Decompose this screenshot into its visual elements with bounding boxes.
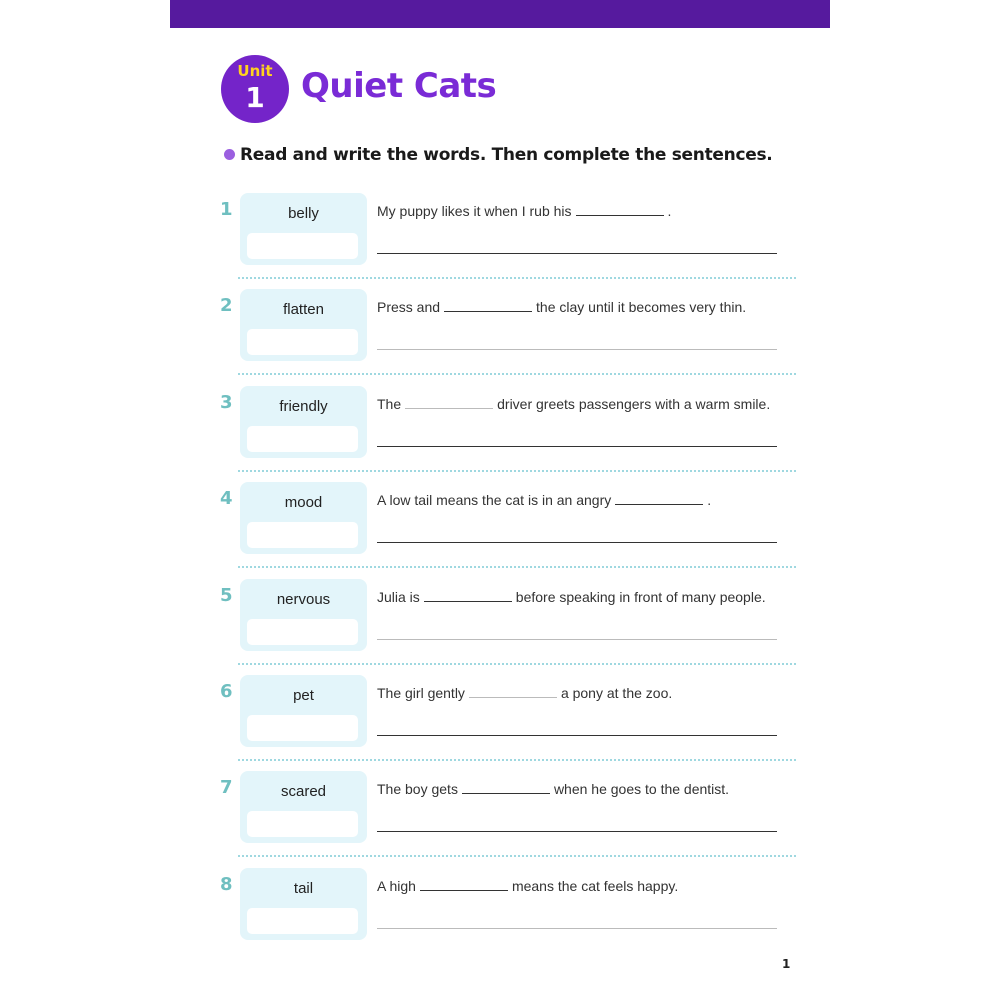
unit-label: Unit (237, 62, 273, 80)
vocab-word: nervous (276, 591, 331, 608)
word-box (240, 482, 367, 554)
sentence-after: . (707, 492, 712, 508)
dotted-separator (238, 759, 796, 761)
word-box (240, 289, 367, 361)
sentence-before: Julia is (377, 589, 420, 605)
word-write-slot[interactable] (247, 329, 358, 355)
sentence-before: The boy gets (377, 781, 458, 797)
item-number: 4 (220, 488, 233, 509)
sentence-before: The girl gently (377, 685, 465, 701)
dotted-separator (238, 566, 796, 568)
word-box (240, 579, 367, 651)
sentence (377, 492, 711, 508)
sentence-blank[interactable] (405, 396, 493, 409)
exercise-item-3 (220, 386, 800, 482)
sentence-after: driver greets passengers with a warm smile. (497, 396, 771, 412)
answer-line[interactable] (377, 735, 777, 736)
unit-number: 1 (245, 81, 265, 114)
sentence-blank[interactable] (462, 781, 550, 794)
item-number: 7 (220, 777, 233, 798)
sentence-after: means the cat feels happy. (511, 878, 679, 894)
vocab-word: tail (293, 880, 314, 897)
sentence-blank[interactable] (469, 685, 557, 698)
item-number: 5 (220, 585, 233, 606)
exercise-item-2 (220, 289, 800, 385)
word-write-slot[interactable] (247, 908, 358, 934)
item-number: 2 (220, 295, 233, 316)
sentence-blank[interactable] (615, 492, 703, 505)
word-box (240, 868, 367, 940)
answer-line[interactable] (377, 639, 777, 640)
answer-line[interactable] (377, 928, 777, 929)
worksheet-page (170, 0, 830, 1000)
exercise-item-5 (220, 579, 800, 675)
unit-title: Quiet Cats (301, 66, 497, 106)
word-box (240, 193, 367, 265)
sentence-blank[interactable] (424, 589, 512, 602)
sentence-before: A low tail means the cat is in an angry (377, 492, 612, 508)
sentence-after: when he goes to the dentist. (553, 781, 730, 797)
dotted-separator (238, 277, 796, 279)
vocab-word: mood (284, 494, 323, 511)
answer-line[interactable] (377, 446, 777, 447)
item-number: 8 (220, 874, 233, 895)
word-write-slot[interactable] (247, 811, 358, 837)
item-number: 3 (220, 392, 233, 413)
exercise-item-6 (220, 675, 800, 771)
vocab-word: scared (280, 783, 327, 800)
sentence (377, 685, 672, 701)
word-box (240, 675, 367, 747)
sentence-before: A high (377, 878, 416, 894)
vocab-word: flatten (283, 301, 324, 318)
sentence-blank[interactable] (576, 203, 664, 216)
word-write-slot[interactable] (247, 619, 358, 645)
item-number: 1 (220, 199, 233, 220)
word-write-slot[interactable] (247, 715, 358, 741)
exercise-item-8 (220, 868, 800, 964)
sentence-blank[interactable] (444, 299, 532, 312)
word-write-slot[interactable] (247, 233, 358, 259)
exercise-item-1 (220, 193, 800, 289)
word-box (240, 771, 367, 843)
answer-line[interactable] (377, 349, 777, 350)
sentence-after: a pony at the zoo. (560, 685, 673, 701)
bullet-icon (224, 149, 235, 160)
sentence (377, 878, 678, 894)
dotted-separator (238, 663, 796, 665)
vocab-word: friendly (279, 398, 328, 415)
instruction-text: Read and write the words. Then complete the sentences. (240, 145, 773, 165)
sentence-after: before speaking in front of many people. (515, 589, 766, 605)
sentence-before: Press and (377, 299, 441, 315)
word-box (240, 386, 367, 458)
sentence-blank[interactable] (420, 878, 508, 891)
sentence (377, 396, 770, 412)
sentence-before: My puppy likes it when I rub his (377, 203, 572, 219)
vocab-word: belly (288, 205, 319, 222)
answer-line[interactable] (377, 542, 777, 543)
unit-badge (221, 55, 289, 123)
word-write-slot[interactable] (247, 522, 358, 548)
sentence (377, 203, 671, 219)
sentence (377, 781, 729, 797)
sentence-after: the clay until it becomes very thin. (536, 299, 747, 315)
vocab-word: pet (293, 687, 314, 704)
sentence-before: The (377, 396, 402, 412)
dotted-separator (238, 373, 796, 375)
exercise-item-7 (220, 771, 800, 867)
sentence (377, 299, 746, 315)
word-write-slot[interactable] (247, 426, 358, 452)
answer-line[interactable] (377, 831, 777, 832)
sentence-after: . (667, 203, 672, 219)
exercise-item-4 (220, 482, 800, 578)
answer-line[interactable] (377, 253, 777, 254)
dotted-separator (238, 855, 796, 857)
dotted-separator (238, 470, 796, 472)
item-number: 6 (220, 681, 233, 702)
page-number: 1 (782, 957, 791, 971)
top-color-bar (170, 0, 830, 28)
sentence (377, 589, 766, 605)
